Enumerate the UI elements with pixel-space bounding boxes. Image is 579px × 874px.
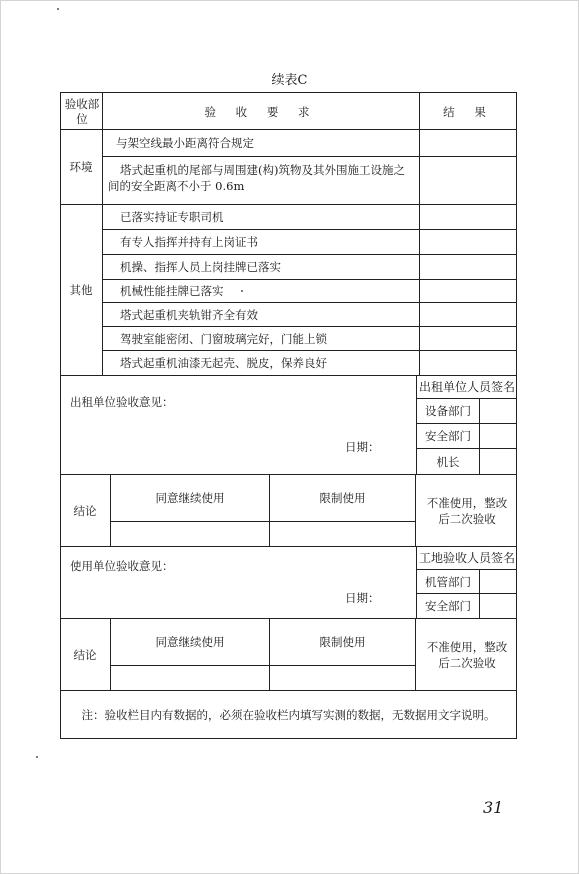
sign-row-equipment: 设备部门 [425, 404, 471, 418]
rental-opinion-label: 出租单位验收意见： [70, 395, 174, 409]
header-requirements: 验 收 要 求 [204, 104, 318, 119]
section-environment-label: 环境 [69, 160, 93, 174]
option-restricted-use: 限制使用 [319, 491, 366, 505]
requirement-item: 有专人指挥并持有上岗证书 [120, 235, 258, 249]
requirement-item: 驾驶室能密闭、门窗玻璃完好，门能上锁 [120, 331, 327, 346]
option-continue-use: 同意继续使用 [155, 491, 225, 505]
scan-speck [57, 8, 59, 10]
requirement-item: 塔式起重机夹轨钳齐全有效 [120, 307, 258, 322]
header-result: 结 果 [443, 104, 494, 119]
requirement-item: 已落实持证专职司机 [120, 210, 224, 224]
option-continue-use: 同意继续使用 [155, 635, 225, 649]
requirement-item: 机械性能挂牌已落实 [120, 284, 224, 298]
page-number: 31 [483, 798, 504, 817]
rental-sign-title: 出租单位人员签名 [418, 380, 515, 394]
user-date-label: 日期： [345, 591, 380, 605]
sign-row-machine-mgmt: 机管部门 [425, 574, 471, 589]
scan-speck [241, 290, 243, 292]
user-opinion-label: 使用单位验收意见： [70, 559, 174, 573]
option-restricted-use: 限制使用 [319, 635, 366, 649]
conclusion-label: 结论 [73, 647, 97, 662]
requirement-item: 机操、指挥人员上岗挂牌已落实 [120, 260, 281, 274]
user-sign-title: 工地验收人员签名 [418, 551, 515, 565]
section-other-label: 其他 [69, 283, 93, 297]
conclusion-label: 结论 [73, 503, 97, 518]
requirement-item: 塔式起重机的尾部与周围建(构)筑物及其外围施工设施之间的安全距离不小于 0.6m [108, 163, 405, 193]
requirement-item: 塔式起重机油漆无起壳、脱皮，保养良好 [120, 356, 327, 370]
sign-row-safety: 安全部门 [425, 599, 471, 613]
sign-row-safety: 安全部门 [425, 429, 471, 443]
sign-row-operator: 机长 [436, 454, 460, 469]
header-part: 验收部位 [64, 96, 100, 126]
requirement-item: 与架空线最小距离符合规定 [116, 136, 254, 150]
option-not-allowed: 不准使用，整改后二次验收 [426, 495, 508, 526]
scan-speck [36, 756, 38, 758]
page-title: 续表C [271, 73, 308, 88]
footnote: 注：验收栏目内有数据的，必须在验收栏内填写实测的数据，无数据用文字说明。 [81, 708, 496, 722]
option-not-allowed: 不准使用，整改后二次验收 [426, 639, 508, 670]
rental-date-label: 日期： [345, 440, 380, 454]
